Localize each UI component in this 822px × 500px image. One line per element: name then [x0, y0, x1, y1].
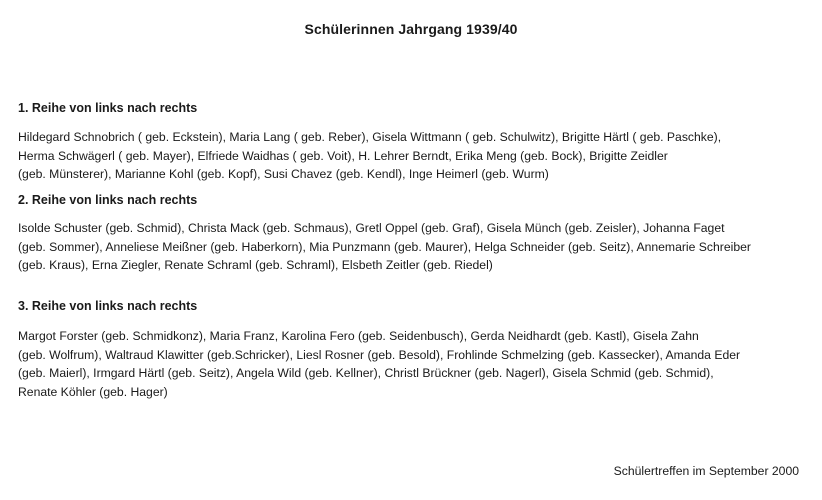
section-body-row-2: [18, 219, 808, 275]
page-title: Schülerinnen Jahrgang 1939/40: [304, 21, 518, 37]
name-line: (geb. Sommer), Anneliese Meißner (geb. Haberkorn), Mia Punzmann (geb. Maurer), Helga Schneider (geb. Seitz), Annemarie Schreiber: [18, 239, 751, 254]
name-line: Renate Köhler (geb. Hager): [18, 384, 168, 399]
section-body-row-3: [18, 327, 808, 401]
name-line: Margot Forster (geb. Schmidkonz), Maria Franz, Karolina Fero (geb. Seidenbusch), Gerda Neidhardt (geb. Kastl), Gisela Zahn: [18, 329, 699, 343]
section-body-row-1: [18, 128, 808, 184]
section-heading-row-2: 2. Reihe von links nach rechts: [18, 193, 198, 207]
name-line: (geb. Kraus), Erna Ziegler, Renate Schraml (geb. Schraml), Elsbeth Zeitler (geb. Riedel): [18, 258, 493, 272]
name-line: Hildegard Schnobrich ( geb. Eckstein), Maria Lang ( geb. Reber), Gisela Wittmann ( geb. Schulwitz), Brigitte Härtl ( geb. Paschke),: [18, 130, 722, 144]
name-line: Isolde Schuster (geb. Schmid), Christa Mack (geb. Schmaus), Gretl Oppel (geb. Graf), Gisela Münch (geb. Zeisler), Johanna Faget: [18, 221, 725, 235]
name-line: Herma Schwägerl ( geb. Mayer), Elfriede Waidhas ( geb. Voit), H. Lehrer Berndt, Erika Meng (geb. Bock), Brigitte Zeidler: [18, 148, 668, 163]
section-heading-row-1: 1. Reihe von links nach rechts: [18, 101, 198, 115]
footer-note: Schülertreffen im September 2000: [613, 464, 799, 478]
name-line: (geb. Wolfrum), Waltraud Klawitter (geb.Schricker), Liesl Rosner (geb. Besold), Frohlinde Schmelzing (geb. Kassecker), Amanda Eder: [18, 347, 741, 362]
name-line: (geb. Maierl), Irmgard Härtl (geb. Seitz), Angela Wild (geb. Kellner), Christl Brückner (geb. Nagerl), Gisela Schmid (geb. Schmid),: [18, 366, 714, 380]
name-line: (geb. Münsterer), Marianne Kohl (geb. Kopf), Susi Chavez (geb. Kendl), Inge Heimerl (geb. Wurm): [18, 167, 549, 181]
section-heading-row-3: 3. Reihe von links nach rechts: [18, 299, 198, 313]
